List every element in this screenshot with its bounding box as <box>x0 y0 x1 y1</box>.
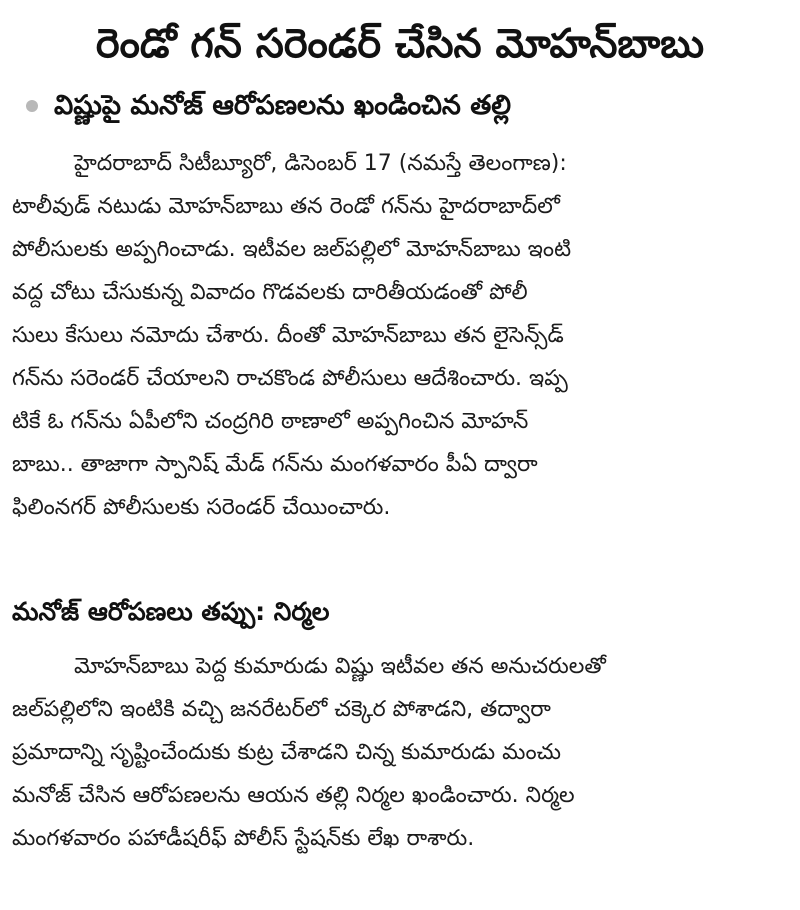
clipped-previous-line <box>30 0 770 6</box>
paragraph-line: పోలీసులకు అప్పగించాడు. ఇటీవల జల్‌పల్లిలో మోహన్‌బాబు ఇంటి <box>12 237 572 262</box>
paragraph-line: టికే ఓ గన్‌ను ఏపీలోని చంద్రగిరి ఠాణాలో అప్పగించిన మోహన్ <box>12 409 529 434</box>
section-heading: మనోజ్ ఆరోపణలు తప్పు: నిర్మల <box>12 597 330 626</box>
paragraph-line: హైదరాబాద్ సిటీబ్యూరో, డిసెంబర్ 17 (నమస్తే తెలంగాణ): <box>74 151 567 176</box>
paragraph-line: బాబు.. తాజాగా స్పానిష్ మేడ్ గన్‌ను మంగళవారం పీఏ ద్వారా <box>12 452 538 477</box>
paragraph-line: మోహన్‌బాబు పెద్ద కుమారుడు విష్ణు ఇటీవల తన అనుచరులతో <box>74 654 606 679</box>
subheadline-text: విష్ణుపై మనోజ్ ఆరోపణలను ఖండించిన తల్లి <box>54 90 512 121</box>
headline: రెండో గన్ సరెండర్ చేసిన మోహన్‌బాబు <box>95 21 705 67</box>
paragraph-line: సులు కేసులు నమోదు చేశారు. దీంతో మోహన్‌బాబు తన లైసెన్స్‌డ్ <box>12 323 564 348</box>
subheadline <box>26 84 786 128</box>
paragraph-line: మనోజ్ చేసిన ఆరోపణలను ఆయన తల్లి నిర్మల ఖండించారు. నిర్మల <box>12 783 575 808</box>
paragraph-line: టాలీవుడ్ నటుడు మోహన్‌బాబు తన రెండో గన్‌ను హైదరాబాద్‌లో <box>12 194 560 219</box>
paragraph-line: వద్ద చోటు చేసుకున్న వివాదం గొడవలకు దారితీయడంతో పోలీ <box>12 280 528 305</box>
paragraph-line: మంగళవారం పహాడీషరీఫ్ పోలీస్ స్టేషన్‌కు లేఖ రాశారు. <box>12 826 475 851</box>
bullet-icon <box>26 100 38 112</box>
paragraph-line: ప్రమాదాన్ని సృష్టించేందుకు కుట్ర చేశాడని చిన్న కుమారుడు మంచు <box>12 740 561 765</box>
paragraph-line: గన్‌ను సరెండర్ చేయాలని రాచకొండ పోలీసులు ఆదేశించారు. ఇప్ప <box>12 366 568 391</box>
article-paragraph-2 <box>12 645 788 860</box>
paragraph-line: జల్‌పల్లిలోని ఇంటికి వచ్చి జనరేటర్‌లో చక్కెర పోశాడని, తద్వారా <box>12 697 551 722</box>
article-paragraph-1 <box>12 142 788 529</box>
paragraph-line: ఫిలింనగర్ పోలీసులకు సరెండర్ చేయించారు. <box>12 495 391 520</box>
